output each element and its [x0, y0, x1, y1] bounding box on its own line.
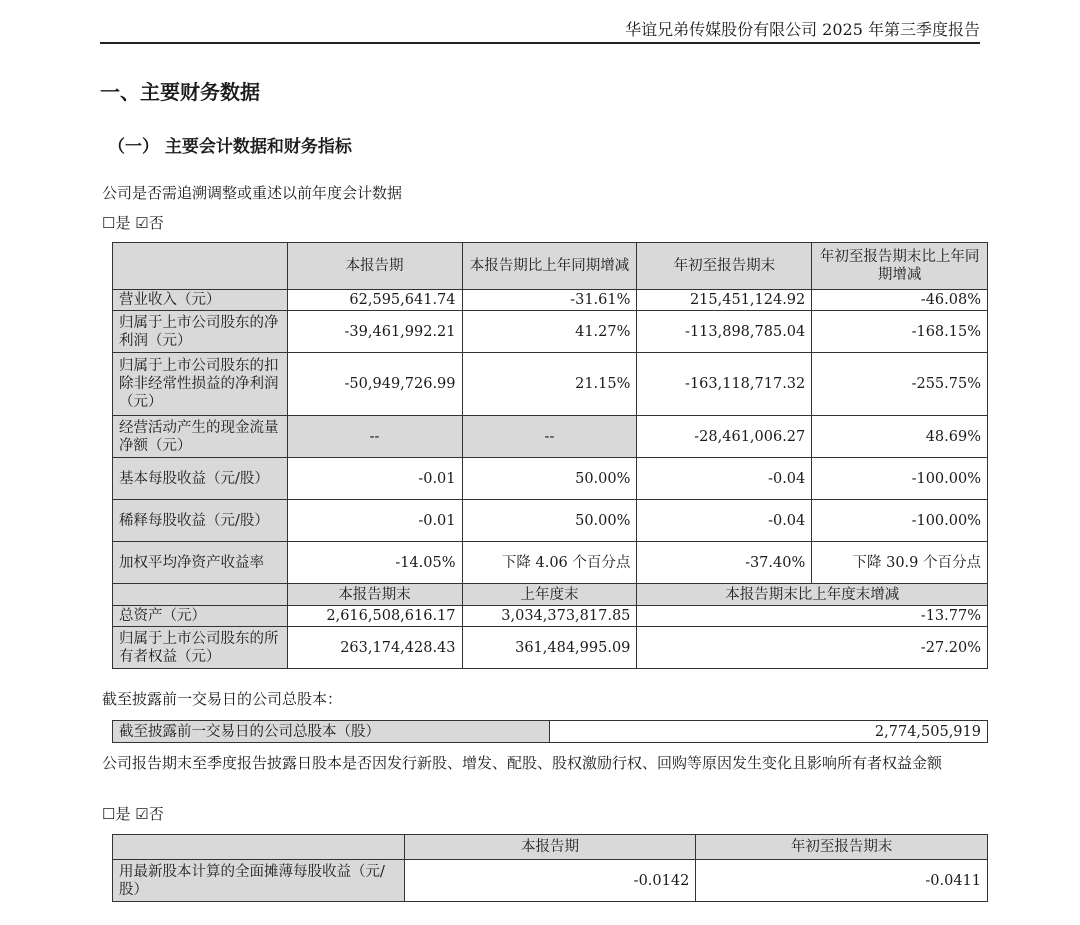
cell-value: 215,451,124.92 — [637, 290, 812, 311]
cell-value: -- — [462, 416, 637, 458]
table-row — [113, 606, 988, 627]
cell-value: 2,774,505,919 — [550, 721, 988, 743]
table-header-row — [113, 243, 988, 290]
row-label: 截至披露前一交易日的公司总股本（股） — [113, 721, 550, 743]
cell-value: -100.00% — [812, 500, 988, 542]
question-share-change: 公司报告期末至季度报告披露日股本是否因发行新股、增发、配股、股权激励行权、回购等原因发生变化且影响所有者权益金额 — [102, 754, 943, 772]
table-subheader-row — [113, 584, 988, 606]
cell-value: -0.0411 — [696, 860, 988, 902]
eps-table — [112, 834, 988, 902]
cell-value: -27.20% — [637, 627, 988, 669]
cell-value: -0.01 — [287, 500, 462, 542]
cell-value: 下降 30.9 个百分点 — [812, 542, 988, 584]
cell-value: -37.40% — [637, 542, 812, 584]
table-row — [113, 290, 988, 311]
cell-value: 48.69% — [812, 416, 988, 458]
cell-value: -39,461,992.21 — [287, 311, 462, 353]
row-label: 归属于上市公司股东的净利润（元） — [113, 311, 288, 353]
row-label: 经营活动产生的现金流量净额（元） — [113, 416, 288, 458]
share-change-checkboxes — [102, 803, 164, 825]
cell-value: 50.00% — [462, 500, 637, 542]
cell-value: -50,949,726.99 — [287, 353, 462, 416]
table-row — [113, 416, 988, 458]
cell-value: -163,118,717.32 — [637, 353, 812, 416]
cell-value: -- — [287, 416, 462, 458]
column-header: 本报告期末比上年度末增减 — [637, 584, 988, 606]
row-label: 基本每股收益（元/股） — [113, 458, 288, 500]
cell-value: -0.04 — [637, 500, 812, 542]
table-row — [113, 542, 988, 584]
cell-value: 21.15% — [462, 353, 637, 416]
section-title: 一、主要财务数据 — [100, 80, 260, 104]
column-header: 本报告期末 — [287, 584, 462, 606]
share-capital-table — [112, 720, 988, 743]
cell-value: 2,616,508,616.17 — [287, 606, 462, 627]
column-header: 本报告期 — [287, 243, 462, 290]
cell-value: -0.01 — [287, 458, 462, 500]
column-header: 年初至报告期末 — [696, 835, 988, 860]
column-header: 年初至报告期末 — [637, 243, 812, 290]
column-header: 本报告期 — [404, 835, 696, 860]
page-header — [100, 18, 980, 44]
cell-value: -14.05% — [287, 542, 462, 584]
cell-value: 50.00% — [462, 458, 637, 500]
cell-value: -0.0142 — [404, 860, 696, 902]
cell-value: -13.77% — [637, 606, 988, 627]
option-no: 否 — [148, 214, 164, 232]
cell-value: -28,461,006.27 — [637, 416, 812, 458]
table-row — [113, 500, 988, 542]
row-label: 营业收入（元） — [113, 290, 288, 311]
row-label: 加权平均净资产收益率 — [113, 542, 288, 584]
cell-value: -31.61% — [462, 290, 637, 311]
cell-value: 361,484,995.09 — [462, 627, 637, 669]
main-financial-table — [112, 242, 988, 669]
table-row — [113, 458, 988, 500]
restate-checkboxes — [102, 212, 164, 234]
cell-value: -0.04 — [637, 458, 812, 500]
cell-value: -255.75% — [812, 353, 988, 416]
report-title: 华谊兄弟传媒股份有限公司 2025 年第三季度报告 — [625, 20, 980, 39]
question-restate: 公司是否需追溯调整或重述以前年度会计数据 — [102, 184, 403, 202]
row-label: 总资产（元） — [113, 606, 288, 627]
cell-value: 41.27% — [462, 311, 637, 353]
checkbox-unchecked-icon: ☐ — [102, 805, 116, 823]
cell-value: -113,898,785.04 — [637, 311, 812, 353]
option-yes: 是 — [115, 805, 131, 823]
option-no: 否 — [148, 805, 164, 823]
row-label: 归属于上市公司股东的扣除非经常性损益的净利润（元） — [113, 353, 288, 416]
cell-value: -46.08% — [812, 290, 988, 311]
row-label: 归属于上市公司股东的所有者权益（元） — [113, 627, 288, 669]
cell-value: 62,595,641.74 — [287, 290, 462, 311]
table-row — [113, 311, 988, 353]
cell-value: -100.00% — [812, 458, 988, 500]
checkbox-unchecked-icon: ☐ — [102, 214, 116, 232]
cell-value: -168.15% — [812, 311, 988, 353]
table-row — [113, 860, 988, 902]
table-row — [113, 627, 988, 669]
option-yes: 是 — [115, 214, 131, 232]
header-corner — [113, 243, 288, 290]
cell-value: 下降 4.06 个百分点 — [462, 542, 637, 584]
checkbox-checked-icon: ☑ — [135, 214, 149, 232]
share-capital-intro: 截至披露前一交易日的公司总股本： — [102, 690, 343, 708]
table-row — [113, 353, 988, 416]
cell-value: 3,034,373,817.85 — [462, 606, 637, 627]
subsection-title: （一） 主要会计数据和财务指标 — [108, 137, 352, 157]
header-corner — [113, 835, 405, 860]
row-label: 用最新股本计算的全面摊薄每股收益（元/股） — [113, 860, 405, 902]
header-corner — [113, 584, 288, 606]
column-header: 上年度末 — [462, 584, 637, 606]
checkbox-checked-icon: ☑ — [135, 805, 149, 823]
column-header: 本报告期比上年同期增减 — [462, 243, 637, 290]
row-label: 稀释每股收益（元/股） — [113, 500, 288, 542]
cell-value: 263,174,428.43 — [287, 627, 462, 669]
table-row — [113, 721, 988, 743]
table-header-row — [113, 835, 988, 860]
column-header: 年初至报告期末比上年同期增减 — [812, 243, 988, 290]
